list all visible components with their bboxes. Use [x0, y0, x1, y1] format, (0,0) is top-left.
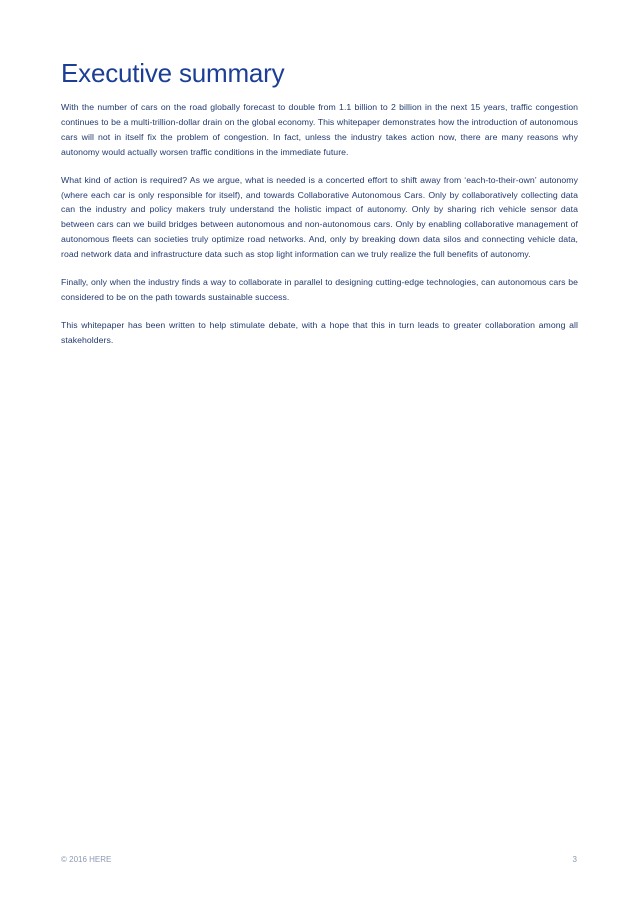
- body-text: [61, 100, 578, 361]
- page-number: 3: [572, 855, 577, 864]
- page-footer: [61, 855, 577, 869]
- paragraph-closing: This whitepaper has been written to help stimulate debate, with a hope that this in turn leads to greater collaboration among all stakeholders.: [61, 319, 578, 345]
- paragraph-finally: Finally, only when the industry finds a way to collaborate in parallel to designing cutting-edge technologies, can autonomous cars be considered to be on the path towards sustainable success.: [61, 277, 578, 302]
- copyright-text: © 2016 HERE: [61, 855, 112, 864]
- paragraph-intro: With the number of cars on the road globally forecast to double from 1.1 billion to 2 billion in the next 15 years, traffic congestion continues to be a multi-trillion-dollar drain on the global economy. This whitepaper demonstrates how the introduction of autonomous cars will not in itself fix the problem of congestion. In fact, unless the industry takes action now, there are many reasons why autonomy would actually worsen traffic conditions in the immediate future.: [61, 102, 578, 157]
- page-title: Executive summary: [61, 58, 285, 88]
- paragraph-action-required: What kind of action is required? As we argue, what is needed is a concerted effort to shift away from ‘each-to-their-own’ autonomy (where each car is only responsible for itself), and towards Collaborative Autonomous Cars. Only by collaboratively collecting data can the industry and policy makers truly understand the holistic impact of autonomy. Only by sharing rich vehicle sensor data between cars can we build bridges between autonomous and non-autonomous cars. Only by enabling collaborative management of autonomous fleets can societies truly optimize road networks. And, only by breaking down data silos and connecting vehicle data, road network data and infrastructure data such as stop light information can we truly realize the full benefits of autonomy.: [61, 174, 578, 260]
